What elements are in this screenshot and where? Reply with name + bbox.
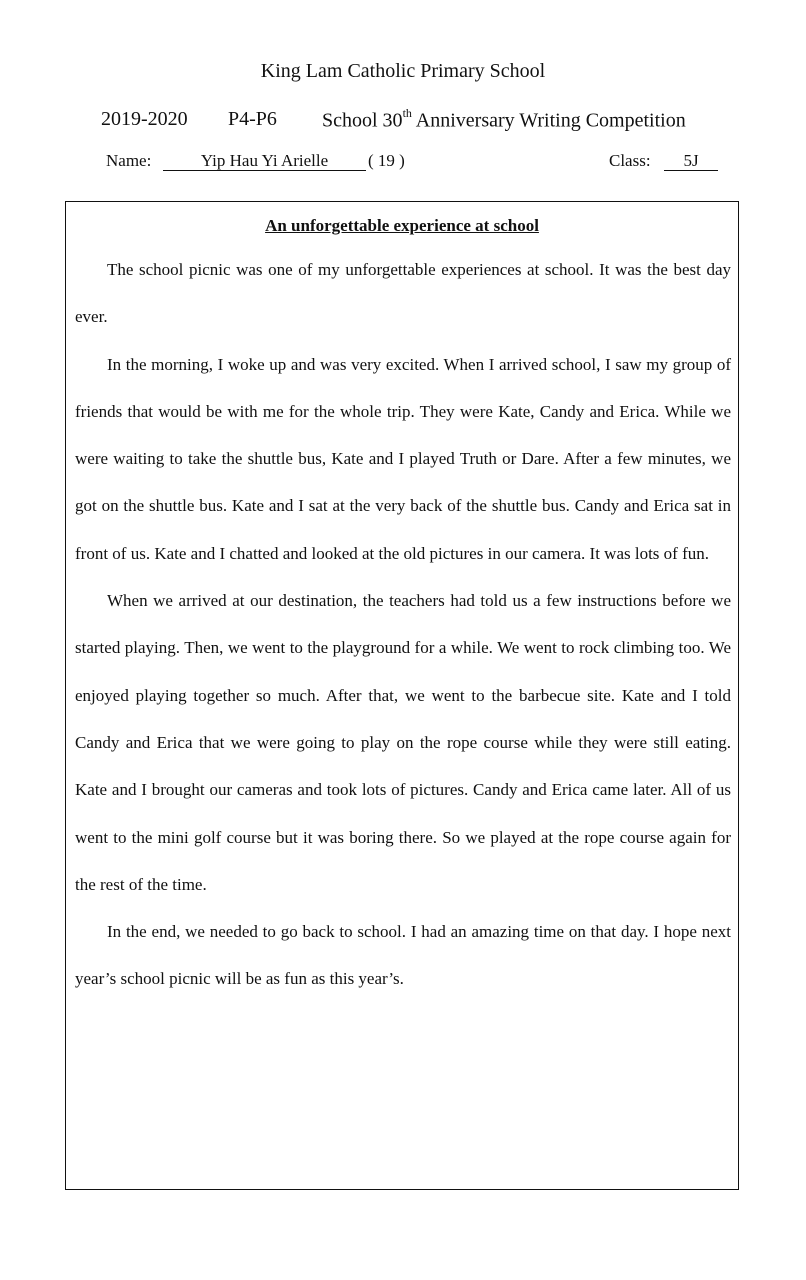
competition-ordinal-suffix: th: [402, 106, 412, 120]
school-year: 2019-2020: [101, 108, 188, 130]
school-name: King Lam Catholic Primary School: [260, 60, 546, 82]
essay-paragraph: When we arrived at our destination, the teachers had told us a few instructions before we started playing. Then, we went to the playground for a while. We went to rock climbing too. We enjoyed playing together so much. After that, we went to the barbecue site. Kate and I told Candy and Erica that we were going to play on the rope course while they were still eating. Kate and I brought our cameras and took lots of pictures. Candy and Erica came later. All of us went to the mini golf course but it was boring there. So we played at the rope course again for the rest of the time.: [75, 591, 731, 894]
name-label: Name:: [106, 151, 152, 170]
competition-prefix: School 30: [322, 109, 403, 132]
competition-suffix: Anniversary Writing Competition: [411, 109, 686, 132]
class-label: Class:: [609, 151, 651, 170]
class-value: 5J: [664, 151, 718, 171]
essay-paragraph: In the end, we needed to go back to school. I had an amazing time on that day. I hope next year’s school picnic will be as fun as this year’s.: [75, 922, 731, 989]
competition-title: [322, 108, 686, 133]
essay-box: [65, 201, 739, 1190]
grade-range: P4-P6: [228, 108, 277, 130]
student-number: ( 19 ): [368, 151, 405, 170]
essay-title: An unforgettable experience at school: [265, 216, 539, 235]
student-name: Yip Hau Yi Arielle: [163, 151, 366, 171]
essay-paragraph: In the morning, I woke up and was very excited. When I arrived school, I saw my group of friends that would be with me for the whole trip. They were Kate, Candy and Erica. While we were waiting to take the shuttle bus, Kate and I played Truth or Dare. After a few minutes, we got on the shuttle bus. Kate and I sat at the very back of the shuttle bus. Candy and Erica sat in front of us. Kate and I chatted and looked at the old pictures in our camera. It was lots of fun.: [75, 354, 731, 563]
essay-paragraph: The school picnic was one of my unforgettable experiences at school. It was the best day ever.: [75, 260, 731, 327]
essay-body: [75, 246, 731, 1003]
